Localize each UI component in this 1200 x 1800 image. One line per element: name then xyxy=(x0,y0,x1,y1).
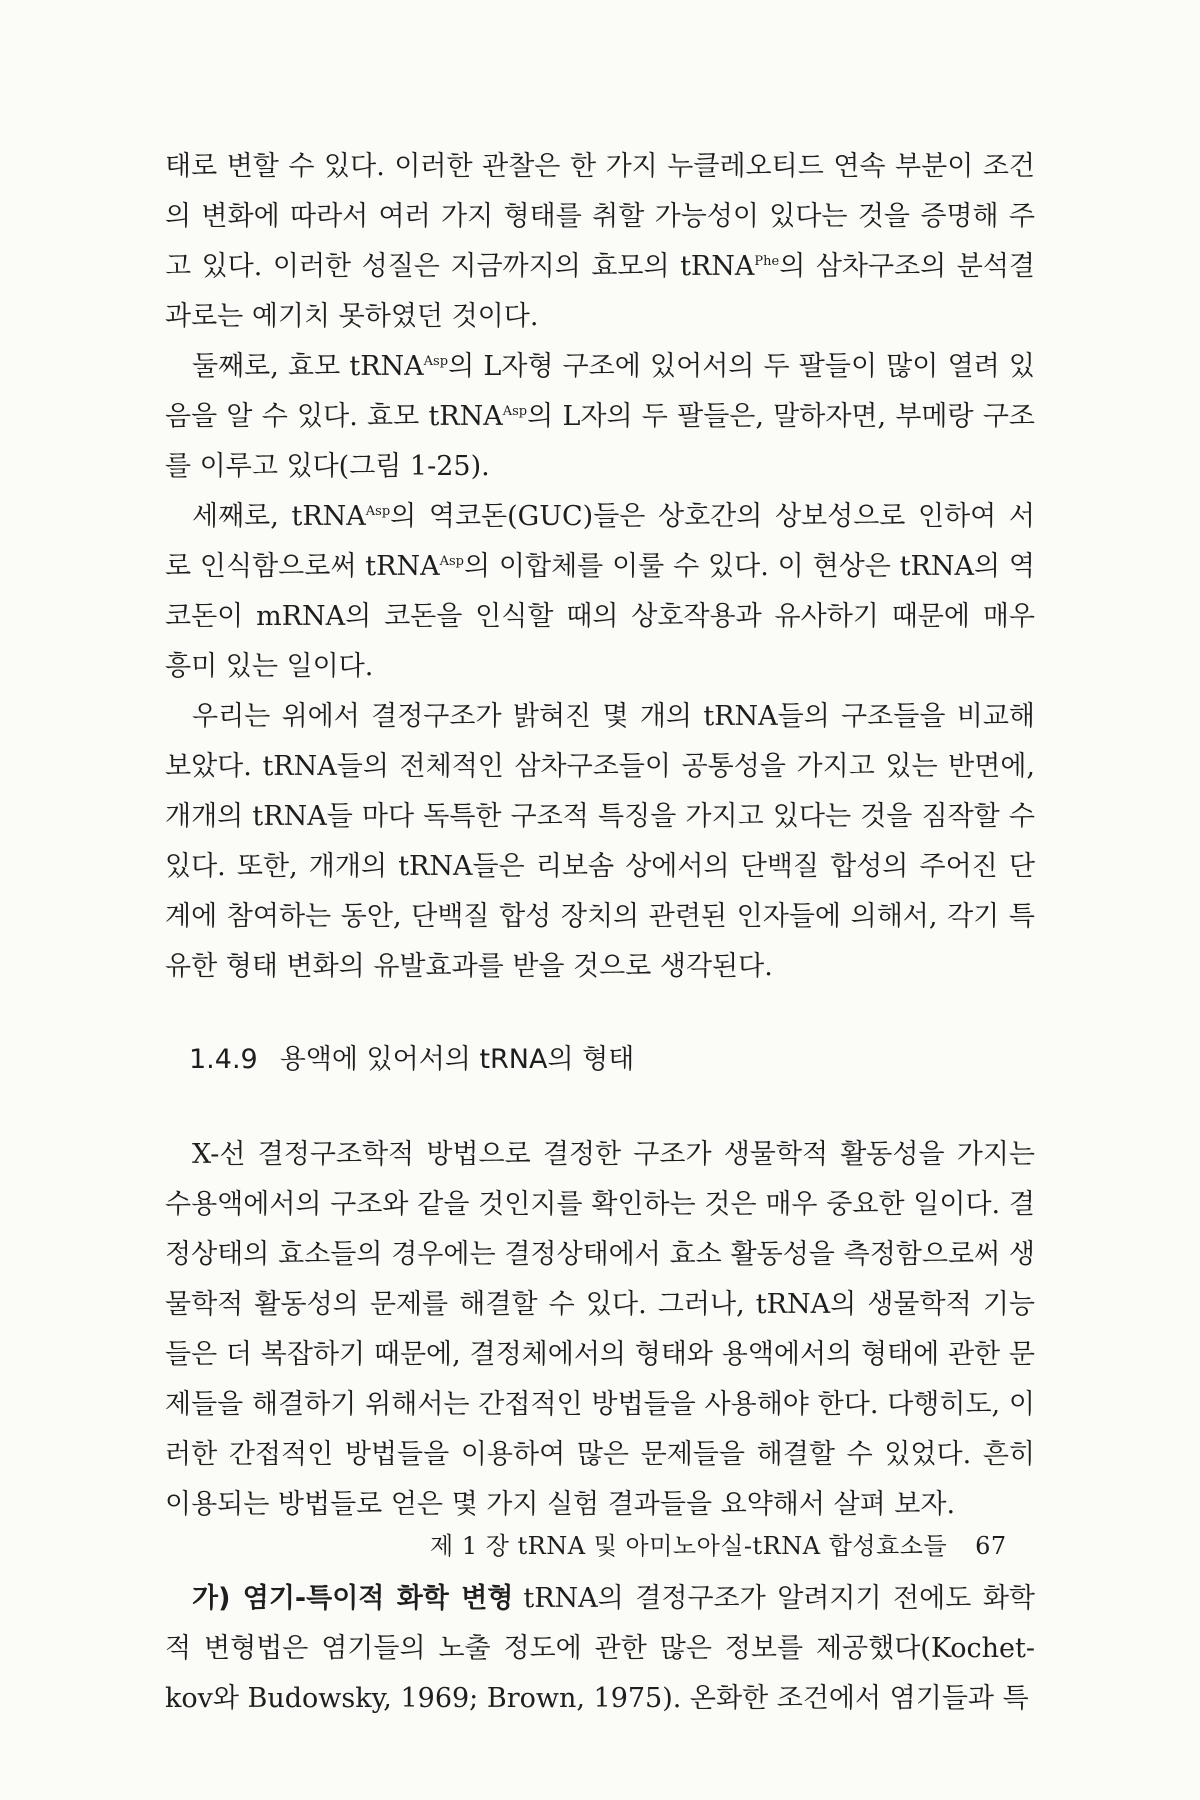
paragraph-3 xyxy=(165,492,1035,692)
paragraph-2-text-b: 의 L자형 구조에 있어서의 두 팔들이 많이 열려 있음을 알 수 있다. 효모 tRNA xyxy=(165,351,1035,432)
section-number: 1.4.9 xyxy=(189,1044,258,1075)
section-title: 용액에 있어서의 tRNA의 형태 xyxy=(279,1044,635,1075)
paragraph-1-text-b: 의 삼차구조의 분석결과로는 예기치 못하였던 것이다. xyxy=(165,251,1035,332)
paragraph-1 xyxy=(165,142,1035,342)
superscript-asp: Asp xyxy=(502,404,528,419)
paragraph-2-text-c: 의 L자의 두 팔들은, 말하자면, 부메랑 구조를 이루고 있다(그림 1-25). xyxy=(165,401,1035,482)
paragraph-3-text-a: 세째로, tRNA xyxy=(192,501,366,532)
paragraph-5: X-선 결정구조학적 방법으로 결정한 구조가 생물학적 활동성을 가지는 수용액에서의 구조와 같을 것인지를 확인하는 것은 매우 중요한 일이다. 결정상태의 효소들의 경우에는 결정상태에서 효소 활동성을 측정함으로써 생물학적 활동성의 문제를 해결할 수 있다. 그러나, tRNA의 생물학적 기능들은 더 복잡하기 때문에, 결정체에서의 형태와 용액에서의 형태에 관한 문제들을 해결하기 위해서는 간접적인 방법들을 사용해야 한다. 다행히도, 이러한 간접적인 방법들을 이용하여 많은 문제들을 해결할 수 있었다. 흔히 이용되는 방법들로 얻은 몇 가지 실험 결과들을 요약해서 살펴 보자. xyxy=(165,1139,1035,1520)
superscript-asp: Asp xyxy=(423,354,449,369)
superscript-asp: Asp xyxy=(365,504,391,519)
section-heading xyxy=(165,1040,1035,1080)
paragraph-2-text-a: 둘째로, 효모 tRNA xyxy=(192,351,424,382)
page-number: 67 xyxy=(975,1532,1007,1560)
running-footer-chapter: 제 1 장 tRNA 및 아미노아실-tRNA 합성효소들 xyxy=(430,1532,948,1560)
paragraph-4: 우리는 위에서 결정구조가 밝혀진 몇 개의 tRNA들의 구조들을 비교해 보았다. tRNA들의 전체적인 삼차구조들이 공통성을 가지고 있는 반면에, 개개의 tRNA들 마다 독특한 구조적 특징을 가지고 있다는 것을 짐작할 수 있다. 또한, 개개의 tRNA들은 리보솜 상에서의 단백질 합성의 주어진 단계에 참여하는 동안, 단백질 합성 장치의 관련된 인자들에 의해서, 각기 특유한 형태 변화의 유발효과를 받을 것으로 생각된다. xyxy=(165,701,1035,982)
paragraph-6 xyxy=(165,1574,1035,1724)
page-body xyxy=(165,142,1035,1724)
paragraph-1-text-a: 태로 변할 수 있다. 이러한 관찰은 한 가지 누클레오티드 연속 부분이 조건의 변화에 따라서 여러 가지 형태를 취할 가능성이 있다는 것을 증명해 주고 있다. 이러한 성질은 지금까지의 효모의 tRNA xyxy=(165,151,1035,282)
superscript-asp: Asp xyxy=(439,554,464,569)
paragraph-2 xyxy=(165,342,1035,492)
paragraph-3-text-b: 의 역코돈(GUC)들은 상호간의 상보성으로 인하여 서로 인식함으로써 tRNA xyxy=(165,501,1035,582)
paragraph-6-text: tRNA의 결정구조가 알려지기 전에도 화학적 변형법은 염기들의 노출 정도에 관한 많은 정보를 제공했다(Kochet-kov와 Budowsky, 1969; Brown, 1975). 온화한 조건에서 염기들과 특 xyxy=(165,1583,1035,1714)
page-footer xyxy=(430,1530,1007,1562)
subsection-label: 가) 염기-특이적 화학 변형 xyxy=(192,1583,514,1614)
paragraph-3-text-c: 의 이합체를 이룰 수 있다. 이 현상은 tRNA의 역코돈이 mRNA의 코돈을 인식할 때의 상호작용과 유사하기 때문에 매우 흥미 있는 일이다. xyxy=(165,551,1036,682)
superscript-phe: Phe xyxy=(754,254,780,269)
